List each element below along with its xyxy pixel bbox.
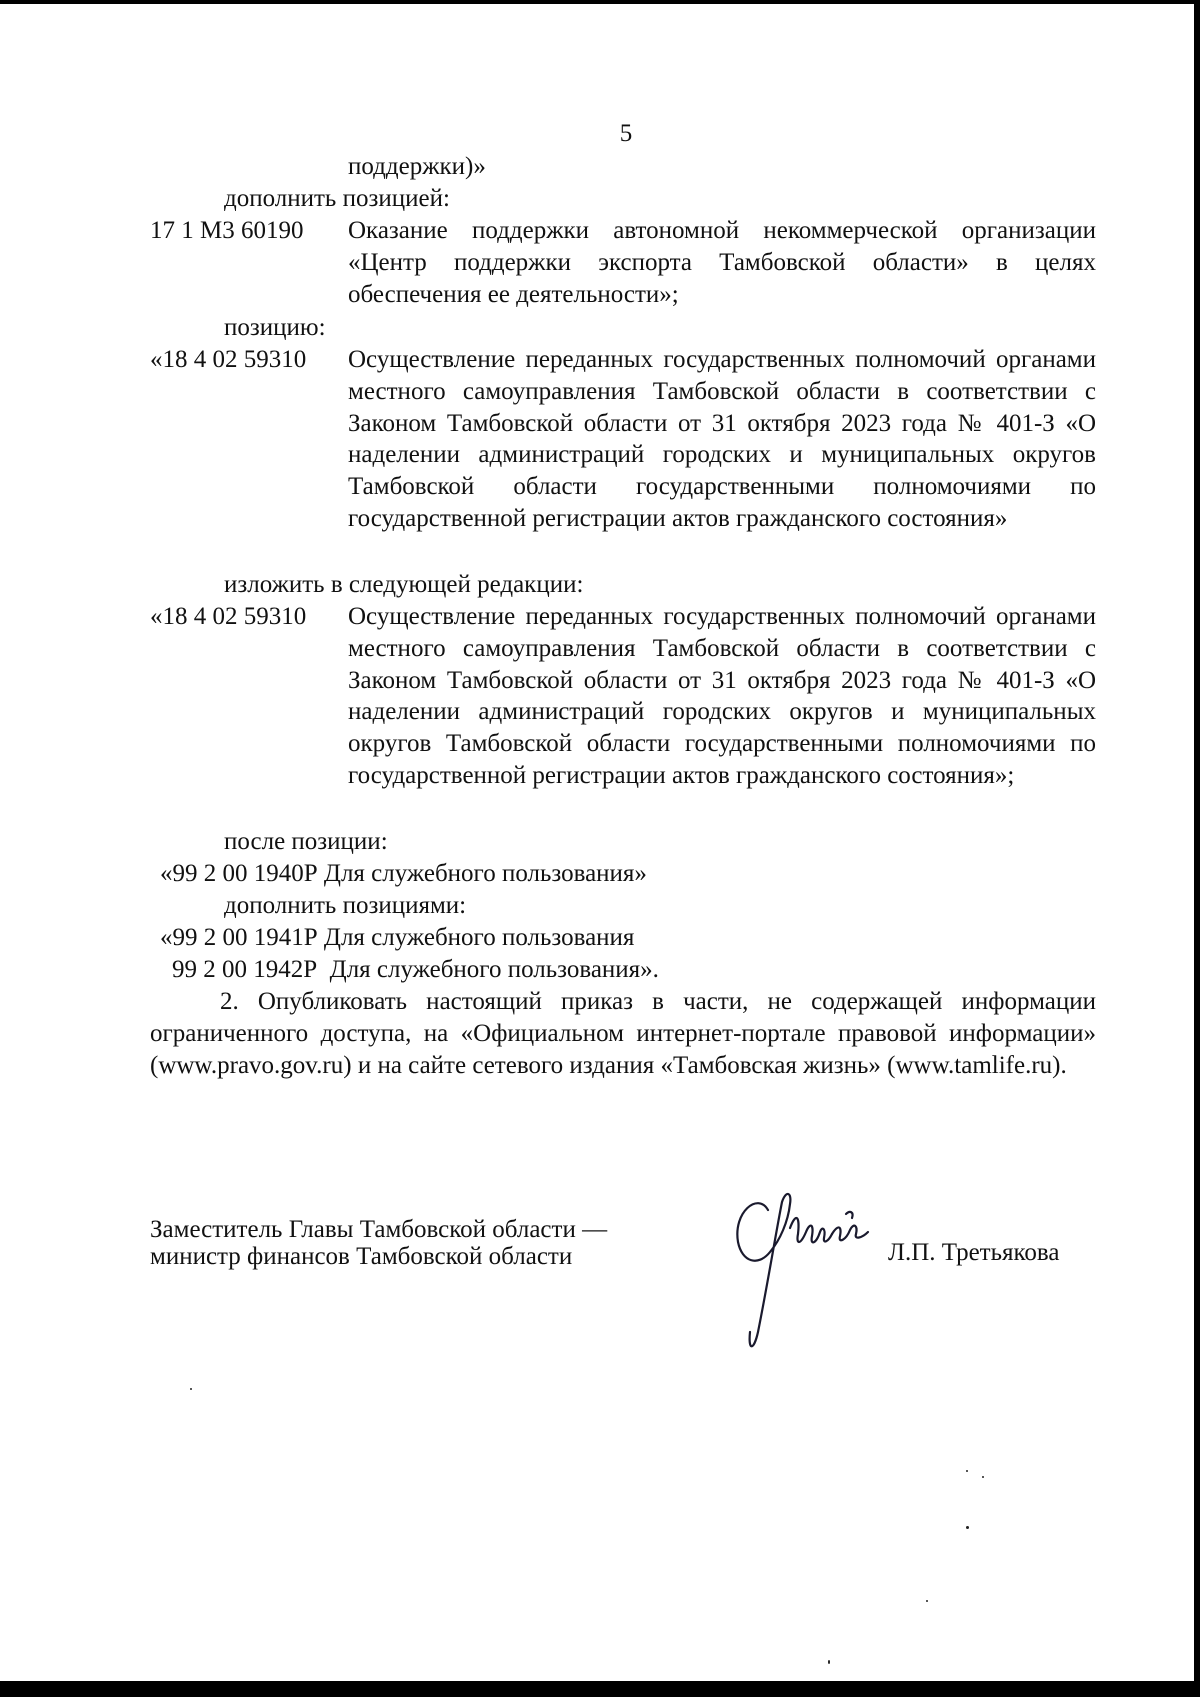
- previous-text-end: поддержки)»: [348, 153, 486, 180]
- signer-title-line: Заместитель Главы Тамбовской области —: [150, 1216, 608, 1243]
- instruction-add-position: дополнить позицией:: [224, 185, 450, 212]
- scan-speck: [966, 1526, 969, 1529]
- instruction-restate: изложить в следующей редакции:: [224, 571, 584, 598]
- old-position-entry: [150, 344, 1096, 535]
- position-code: 17 1 М3 60190: [150, 217, 304, 244]
- page-number: 5: [619, 120, 633, 147]
- after-position: «99 2 00 1940Р Для служебного пользования»: [160, 860, 647, 887]
- handwritten-signature: [728, 1182, 888, 1362]
- signer-title-line: министр финансов Тамбовской области: [150, 1243, 573, 1270]
- added-position: 99 2 00 1942Р Для служебного пользования».: [172, 956, 659, 983]
- position-text: Осуществление переданных государственных полномочий органами местного самоуправления Тамбовской области в соответствии с Законом Тамбовской области от 31 октября 2023 года № 401-З «О наделении администраций городских округов и муниципальных округов Тамбовской области государственными полномочиями по государственной регистрации актов гражданского состояния»;: [348, 603, 1096, 789]
- instruction-add-positions: дополнить позициями:: [224, 892, 467, 919]
- position-text: Осуществление переданных государственных полномочий органами местного самоуправления Тамбовской области в соответствии с Законом Тамбовской области от 31 октября 2023 года № 401-З «О наделении администраций городских и муниципальных округов Тамбовской области государственными полномочиями по государственной регистрации актов гражданского состояния»: [348, 346, 1096, 532]
- scan-speck: [966, 1470, 968, 1472]
- clause-2-paragraph: 2. Опубликовать настоящий приказ в части, не содержащей информации ограниченного доступа, на «Официальном интернет-портале правовой информации» (www.pravo.gov.ru) и на сайте сетевого издания «Тамбовская жизнь» (www.tamlife.ru).: [150, 988, 1096, 1079]
- signer-title: [150, 1216, 607, 1270]
- instruction-position: позицию:: [224, 314, 326, 341]
- scan-speck: [982, 1476, 984, 1478]
- position-code: «18 4 02 59310: [150, 603, 307, 630]
- restated-position-entry: [150, 601, 1096, 792]
- scan-border-bottom: [0, 1681, 1200, 1697]
- new-position-entry: [150, 215, 1096, 310]
- position-text: Оказание поддержки автономной некоммерческой организации «Центр поддержки экспорта Тамбовской области» в целях обеспечения ее деятельности»;: [348, 217, 1096, 308]
- added-position: «99 2 00 1941Р Для служебного пользования: [160, 924, 635, 951]
- scan-border-top: [0, 0, 1200, 4]
- scan-speck: [828, 1660, 830, 1664]
- scan-speck: [926, 1600, 928, 1602]
- scan-speck: [190, 1388, 192, 1390]
- instruction-after: после позиции:: [224, 828, 388, 855]
- position-code: «18 4 02 59310: [150, 346, 307, 373]
- scan-border-right: [1194, 0, 1200, 1697]
- signer-name: Л.П. Третьякова: [888, 1239, 1060, 1266]
